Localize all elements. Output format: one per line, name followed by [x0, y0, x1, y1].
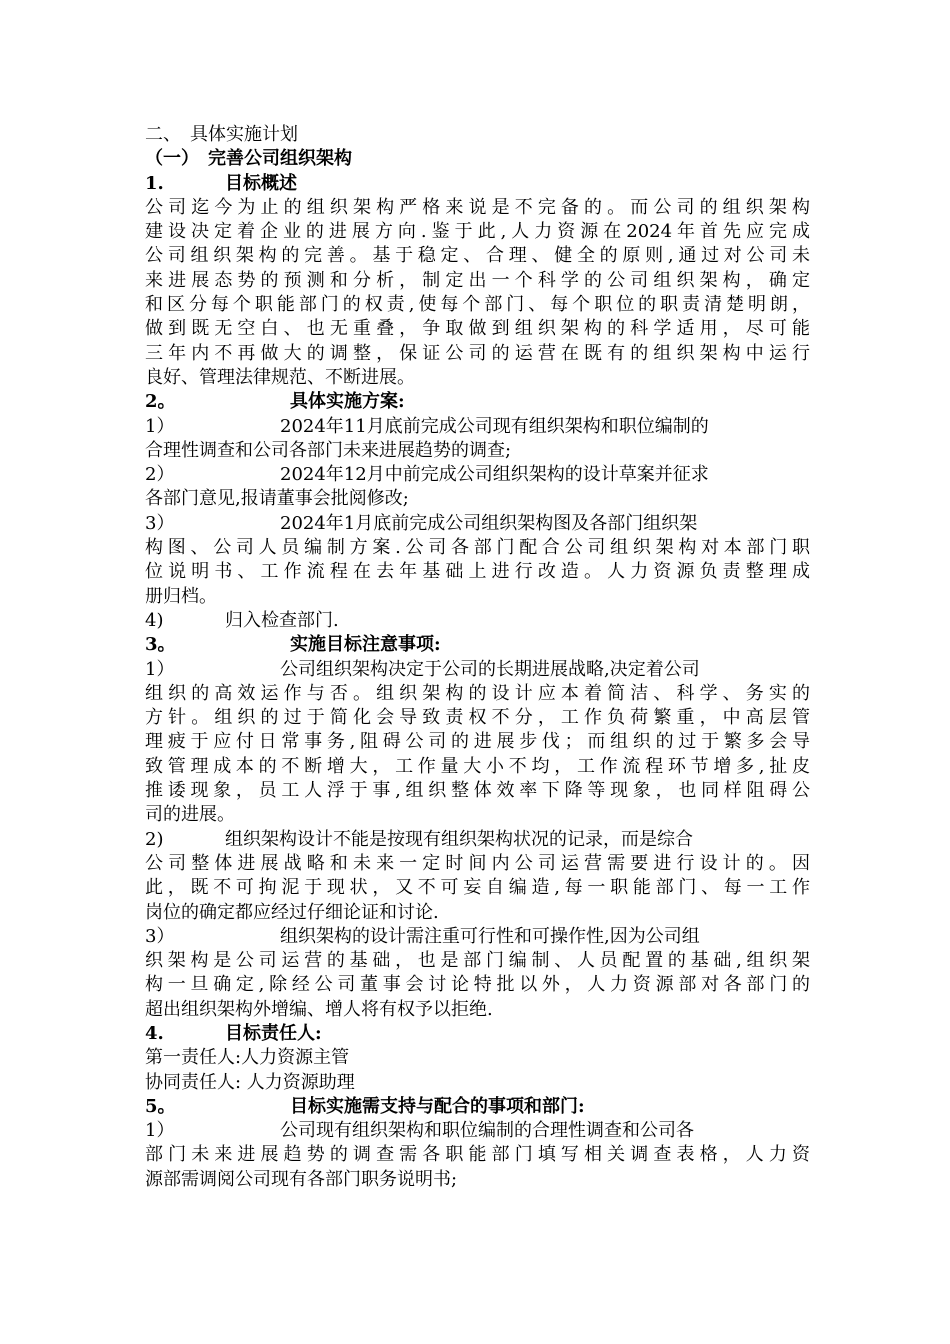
text-line: 合理性调查和公司各部门未来进展趋势的调查; [145, 439, 512, 461]
list-item: 1） 2024年11月底前完成公司现有组织架构和职位编制的 [145, 415, 810, 439]
support-list [145, 1119, 810, 1192]
item-number: 2） [145, 464, 175, 486]
heading-title: 具体实施方案: [290, 391, 405, 413]
heading-number: 2。 [145, 391, 176, 413]
co-responsible-person: 协同责任人: 人力资源助理 [145, 1071, 355, 1093]
text-line: 位说明书、工作流程在去年基础上进行改造。人力资源负责整理成 [145, 561, 810, 583]
heading-title: 实施目标注意事项: [290, 634, 441, 656]
text-line: 三年内不再做大的调整，保证公司的运营在既有的组织架构中运行 [145, 342, 810, 364]
text-line: 组织的高效运作与否。组织架构的设计应本着简洁、科学、务实的 [145, 682, 810, 704]
text-line: 部门未来进展趋势的调查需各职能部门填写相关调查表格，人力资 [145, 1144, 810, 1166]
item-number: 2) [145, 828, 164, 850]
text-line: 来进展态势的预测和分析，制定出一个科学的公司组织架构，确定 [145, 269, 810, 291]
list-item: 3） 2024年1月底前完成公司组织架构图及各部门组织架 [145, 512, 810, 536]
text-line: 织架构是公司运营的基础，也是部门编制、人员配置的基础,组织架 [145, 950, 810, 972]
text-line: 公司组织架构的完善。基于稳定、合理、健全的原则,通过对公司未 [145, 245, 810, 267]
text-line: 推诿现象，员工人浮于事,组织整体效率下降等现象，也同样阻碍公 [145, 780, 810, 802]
notes-list [145, 658, 810, 1022]
list-item: 2) 组织架构设计不能是按现有组织架构状况的记录，而是综合 [145, 828, 810, 852]
text-line: 公司整体进展战略和未来一定时间内公司运营需要进行设计的。因 [145, 852, 810, 874]
heading-3 [145, 633, 810, 657]
list-item: 3） 组织架构的设计需注重可行性和可操作性,因为公司组 [145, 925, 810, 949]
text-line: 此，既不可拘泥于现状，又不可妄自编造,每一职能部门、每一工作 [145, 877, 810, 899]
text-line: 和区分每个职能部门的权责,使每个部门、每个职位的职责清楚明朗， [145, 294, 810, 316]
paragraph-overview [145, 196, 810, 390]
heading-number: 1. [145, 172, 164, 194]
text-line: 建设决定着企业的进展方向.鉴于此,人力资源在2024年首先应完成 [145, 221, 810, 243]
text-line: 构图、公司人员编制方案.公司各部门配合公司组织架构对本部门职 [145, 537, 810, 559]
text-line: 理疲于应付日常事务,阻碍公司的进展步伐；而组织的过于繁多会导 [145, 731, 810, 753]
list-item: 1） 公司现有组织架构和职位编制的合理性调查和公司各 [145, 1119, 810, 1143]
section-heading: 二、 具体实施计划 [145, 124, 298, 145]
text-line: 源部需调阅公司现有各部门职务说明书; [145, 1168, 458, 1190]
item-number: 1） [145, 415, 175, 437]
text-line: 致管理成本的不断增大，工作量大小不均，工作流程环节增多,扯皮 [145, 755, 810, 777]
heading-number: 4. [145, 1022, 164, 1044]
heading-2 [145, 390, 810, 414]
heading-4 [145, 1022, 810, 1046]
text-line: 司的进展。 [145, 804, 235, 826]
subsection-heading: （一） 完善公司组织架构 [145, 148, 352, 170]
text-line: 册归档。 [145, 585, 217, 607]
item-number: 1） [145, 1120, 175, 1142]
text-line: 公司迄今为止的组织架构严格来说是不完备的。而公司的组织架构 [145, 196, 810, 218]
text-line: 超出组织架构外增编、增人将有权予以拒绝. [145, 998, 493, 1020]
text-line: 良好、管理法律规范、不断进展。 [145, 366, 415, 388]
text-line: 做到既无空白、也无重叠，争取做到组织架构的科学适用，尽可能 [145, 318, 810, 340]
text-line: 各部门意见,报请董事会批阅修改; [145, 488, 409, 510]
item-number: 3） [145, 925, 175, 947]
heading-title: 目标实施需支持与配合的事项和部门: [290, 1095, 585, 1117]
item-number: 4) [145, 609, 164, 631]
heading-number: 3。 [145, 634, 176, 656]
heading-5 [145, 1095, 810, 1119]
plan-list [145, 415, 810, 634]
heading-number: 5。 [145, 1095, 176, 1117]
text-line: 方针。组织的过于简化会导致责权不分，工作负荷繁重，中高层管 [145, 707, 810, 729]
responsible-person: 第一责任人:人力资源主管 [145, 1047, 350, 1069]
item-number: 3） [145, 512, 175, 534]
heading-1 [145, 172, 810, 196]
document-page [145, 123, 810, 1192]
heading-title: 目标责任人: [225, 1022, 322, 1044]
list-item: 2） 2024年12月中前完成公司组织架构的设计草案并征求 [145, 463, 810, 487]
item-number: 1） [145, 658, 175, 680]
heading-title: 目标概述 [225, 172, 297, 194]
list-item: 1） 公司组织架构决定于公司的长期进展战略,决定着公司 [145, 658, 810, 682]
text-line: 构一旦确定,除经公司董事会讨论特批以外，人力资源部对各部门的 [145, 974, 810, 996]
list-item: 4) 归入检查部门. [145, 609, 810, 633]
text-line: 岗位的确定都应经过仔细论证和讨论. [145, 901, 439, 923]
